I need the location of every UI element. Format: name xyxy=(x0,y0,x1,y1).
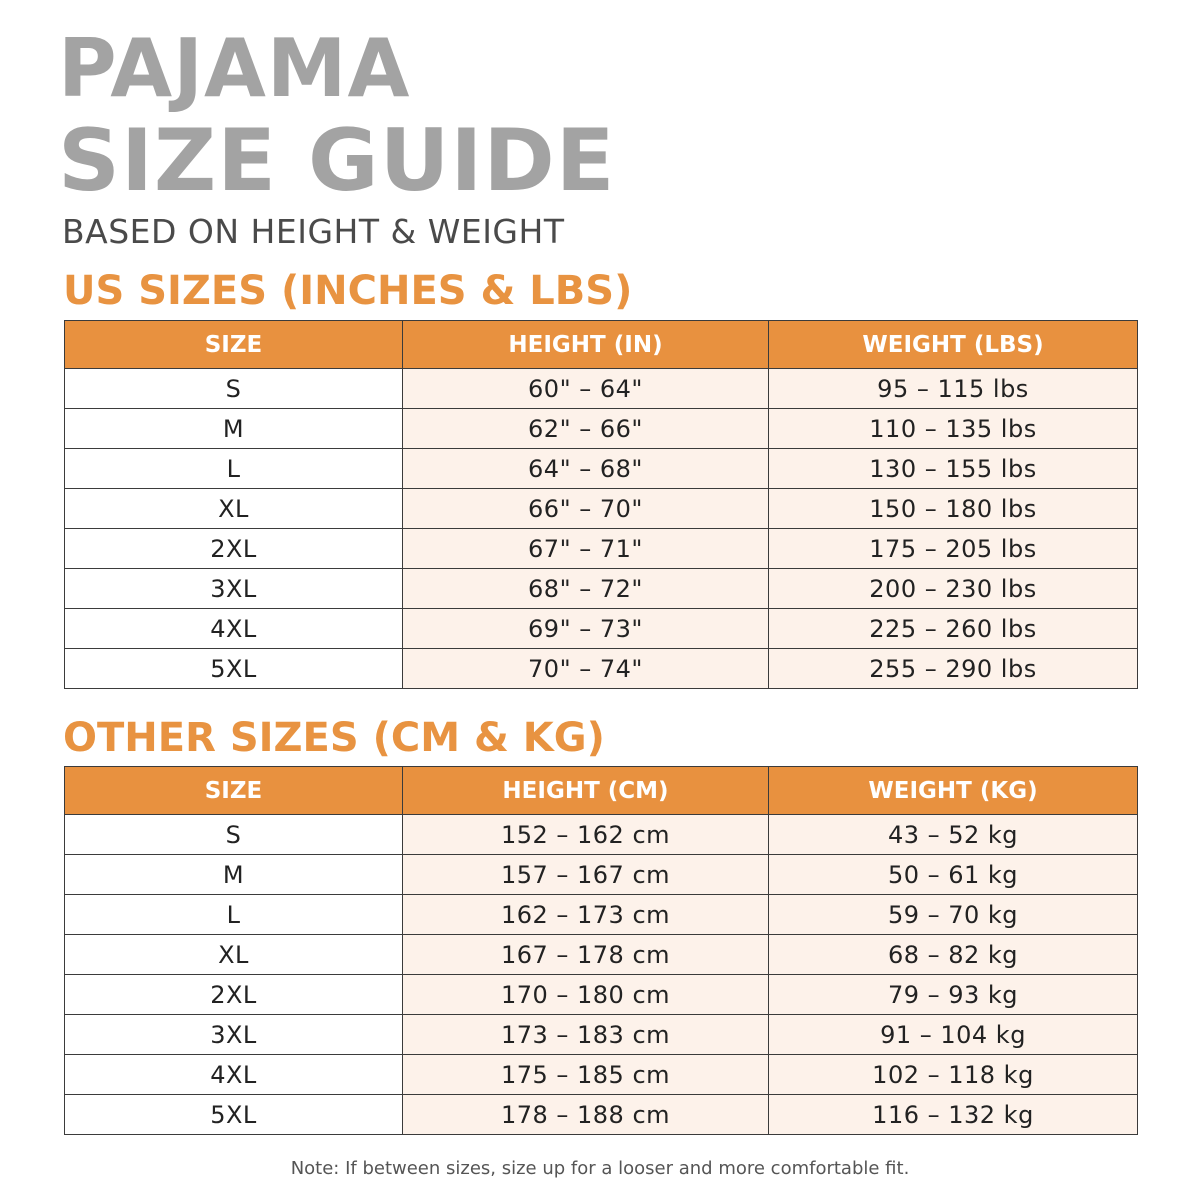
table-row xyxy=(65,895,1138,935)
size-cell: 4XL xyxy=(65,609,403,649)
height-cell: 67" – 71" xyxy=(403,529,769,569)
weight-cell: 130 – 155 lbs xyxy=(769,449,1138,489)
header-weight: WEIGHT (KG) xyxy=(769,767,1138,815)
table-row xyxy=(65,449,1138,489)
weight-cell: 91 – 104 kg xyxy=(769,1015,1138,1055)
size-cell: XL xyxy=(65,489,403,529)
header-height: HEIGHT (CM) xyxy=(403,767,769,815)
weight-cell: 150 – 180 lbs xyxy=(769,489,1138,529)
table-row xyxy=(65,1055,1138,1095)
size-cell: 3XL xyxy=(65,569,403,609)
table-row xyxy=(65,935,1138,975)
size-cell: 5XL xyxy=(65,1095,403,1135)
height-cell: 170 – 180 cm xyxy=(403,975,769,1015)
weight-cell: 50 – 61 kg xyxy=(769,855,1138,895)
size-cell: S xyxy=(65,369,403,409)
weight-cell: 102 – 118 kg xyxy=(769,1055,1138,1095)
size-cell: M xyxy=(65,855,403,895)
weight-cell: 255 – 290 lbs xyxy=(769,649,1138,689)
table-row xyxy=(65,569,1138,609)
page-title-line1: PAJAMA xyxy=(58,22,411,115)
size-cell: L xyxy=(65,895,403,935)
us-sizes-title: US SIZES (INCHES & LBS) xyxy=(63,268,633,314)
table-row xyxy=(65,489,1138,529)
height-cell: 69" – 73" xyxy=(403,609,769,649)
height-cell: 68" – 72" xyxy=(403,569,769,609)
size-cell: 2XL xyxy=(65,975,403,1015)
header-size: SIZE xyxy=(65,767,403,815)
table-row xyxy=(65,1095,1138,1135)
table-row xyxy=(65,855,1138,895)
table-header-row xyxy=(65,321,1138,369)
weight-cell: 175 – 205 lbs xyxy=(769,529,1138,569)
size-cell: 3XL xyxy=(65,1015,403,1055)
table-row xyxy=(65,529,1138,569)
size-cell: S xyxy=(65,815,403,855)
table-row xyxy=(65,369,1138,409)
height-cell: 152 – 162 cm xyxy=(403,815,769,855)
other-size-table xyxy=(64,766,1138,1135)
weight-cell: 68 – 82 kg xyxy=(769,935,1138,975)
header-height: HEIGHT (IN) xyxy=(403,321,769,369)
size-cell: 4XL xyxy=(65,1055,403,1095)
height-cell: 66" – 70" xyxy=(403,489,769,529)
height-cell: 173 – 183 cm xyxy=(403,1015,769,1055)
height-cell: 178 – 188 cm xyxy=(403,1095,769,1135)
table-row xyxy=(65,409,1138,449)
weight-cell: 43 – 52 kg xyxy=(769,815,1138,855)
table-header-row xyxy=(65,767,1138,815)
page-subtitle: BASED ON HEIGHT & WEIGHT xyxy=(62,212,565,251)
weight-cell: 200 – 230 lbs xyxy=(769,569,1138,609)
weight-cell: 95 – 115 lbs xyxy=(769,369,1138,409)
header-size: SIZE xyxy=(65,321,403,369)
size-cell: 5XL xyxy=(65,649,403,689)
header-weight: WEIGHT (LBS) xyxy=(769,321,1138,369)
page-title-line2: SIZE GUIDE xyxy=(58,111,616,211)
table-row xyxy=(65,1015,1138,1055)
height-cell: 157 – 167 cm xyxy=(403,855,769,895)
size-cell: XL xyxy=(65,935,403,975)
height-cell: 167 – 178 cm xyxy=(403,935,769,975)
size-cell: L xyxy=(65,449,403,489)
height-cell: 175 – 185 cm xyxy=(403,1055,769,1095)
footnote: Note: If between sizes, size up for a looser and more comfortable fit. xyxy=(290,1158,910,1179)
weight-cell: 225 – 260 lbs xyxy=(769,609,1138,649)
height-cell: 60" – 64" xyxy=(403,369,769,409)
other-sizes-title: OTHER SIZES (CM & KG) xyxy=(63,715,605,761)
table-row xyxy=(65,649,1138,689)
weight-cell: 116 – 132 kg xyxy=(769,1095,1138,1135)
height-cell: 70" – 74" xyxy=(403,649,769,689)
weight-cell: 59 – 70 kg xyxy=(769,895,1138,935)
size-cell: 2XL xyxy=(65,529,403,569)
weight-cell: 79 – 93 kg xyxy=(769,975,1138,1015)
us-size-table xyxy=(64,320,1138,689)
height-cell: 62" – 66" xyxy=(403,409,769,449)
weight-cell: 110 – 135 lbs xyxy=(769,409,1138,449)
table-row xyxy=(65,609,1138,649)
size-cell: M xyxy=(65,409,403,449)
table-row xyxy=(65,975,1138,1015)
height-cell: 162 – 173 cm xyxy=(403,895,769,935)
table-row xyxy=(65,815,1138,855)
height-cell: 64" – 68" xyxy=(403,449,769,489)
